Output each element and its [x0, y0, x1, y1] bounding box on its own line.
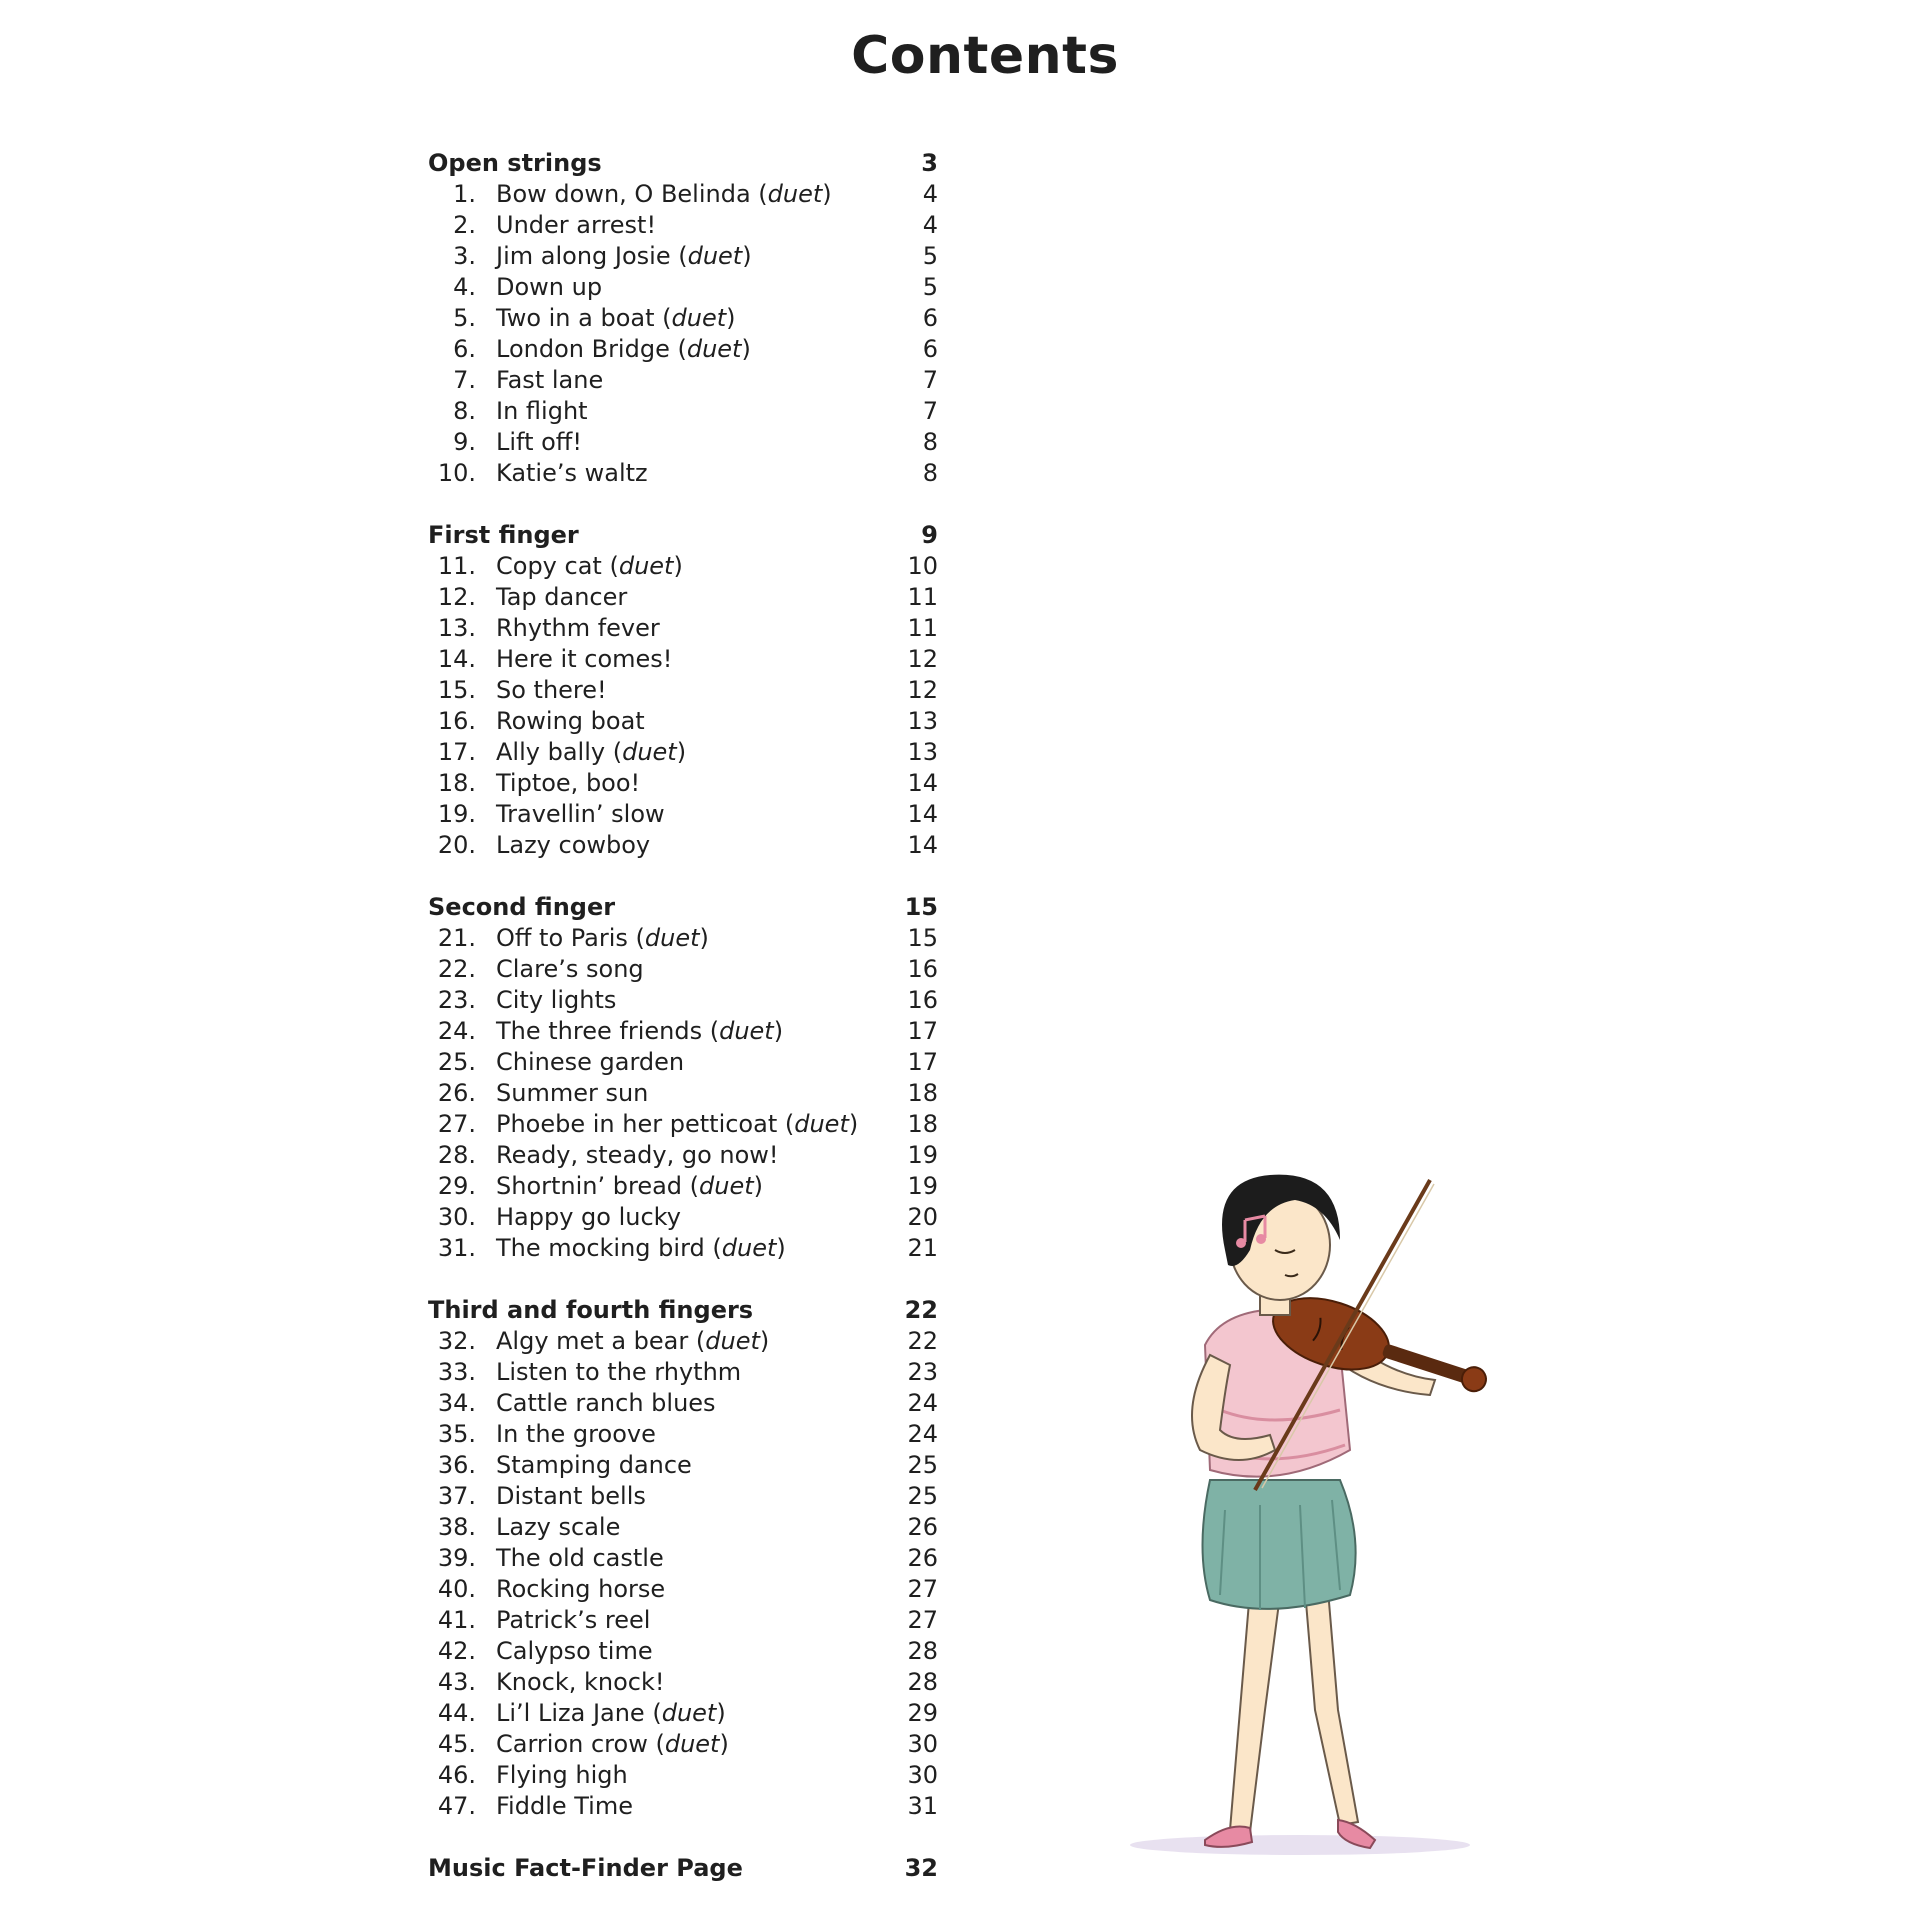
- entry-page: 16: [907, 986, 938, 1014]
- toc-entry: [428, 241, 938, 272]
- section-gap: [428, 861, 938, 892]
- entry-page: 28: [907, 1668, 938, 1696]
- toc-entry: [428, 1450, 938, 1481]
- entry-number: 14.: [437, 645, 476, 673]
- entry-title: Lazy cowboy: [496, 831, 651, 859]
- entry-title-wrap: London Bridge (duet): [496, 335, 751, 363]
- entry-title: Distant bells: [496, 1482, 646, 1510]
- entry-title-wrap: [476, 954, 878, 985]
- toc-entry: [428, 1016, 938, 1047]
- entry-page: 26: [907, 1513, 938, 1541]
- section-gap: [428, 489, 938, 520]
- entry-page: 21: [907, 1234, 938, 1262]
- entry-number: 32.: [437, 1327, 476, 1355]
- toc-entry: [428, 1605, 938, 1636]
- entry-number: 17.: [437, 738, 476, 766]
- entry-page: 4: [922, 180, 938, 208]
- entry-number: 3.: [453, 242, 476, 270]
- toc-entry: [428, 737, 938, 768]
- entry-number: 34.: [437, 1389, 476, 1417]
- entry-title-wrap: [476, 458, 878, 489]
- toc-entry: [428, 923, 938, 954]
- entry-title: Tiptoe, boo!: [496, 769, 641, 797]
- entry-page: 5: [922, 242, 938, 270]
- entry-page: 12: [907, 676, 938, 704]
- entry-number: 10.: [437, 459, 476, 487]
- entry-page: 25: [907, 1482, 938, 1510]
- toc-entry: [428, 985, 938, 1016]
- entry-number: 4.: [453, 273, 476, 301]
- entry-title-wrap: Jim along Josie (duet): [496, 242, 752, 270]
- entry-number: 41.: [437, 1606, 476, 1634]
- entry-title: Knock, knock!: [496, 1668, 665, 1696]
- entry-number: 46.: [437, 1761, 476, 1789]
- toc-entry: [428, 210, 938, 241]
- section-title: Second finger: [428, 893, 616, 921]
- section-page: 32: [904, 1854, 938, 1882]
- entry-number: 2.: [453, 211, 476, 239]
- entry-note: duet: [671, 304, 727, 332]
- entry-page: 27: [907, 1575, 938, 1603]
- entry-page: 13: [907, 738, 938, 766]
- entry-page: 19: [907, 1141, 938, 1169]
- entry-page: 5: [922, 273, 938, 301]
- entry-page: 27: [907, 1606, 938, 1634]
- entry-note: duet: [767, 180, 823, 208]
- entry-title: Ready, steady, go now!: [496, 1141, 779, 1169]
- entry-number: 33.: [437, 1358, 476, 1386]
- entry-note: duet: [721, 1234, 777, 1262]
- toc-entry: [428, 1543, 938, 1574]
- entry-title: So there!: [496, 676, 607, 704]
- entry-title-wrap: [476, 830, 878, 861]
- entry-title: Happy go lucky: [496, 1203, 681, 1231]
- toc-entry: [428, 1574, 938, 1605]
- entry-note: duet: [644, 924, 700, 952]
- entry-title: Algy met a bear: [496, 1327, 689, 1355]
- table-of-contents: [428, 148, 938, 1884]
- entry-title: Copy cat: [496, 552, 602, 580]
- entry-title-wrap: [476, 799, 878, 830]
- entry-title-wrap: The mocking bird (duet): [496, 1234, 786, 1262]
- entry-page: 16: [907, 955, 938, 983]
- entry-number: 35.: [437, 1420, 476, 1448]
- toc-entry: [428, 1202, 938, 1233]
- entry-title: Summer sun: [496, 1079, 649, 1107]
- toc-entry: [428, 954, 938, 985]
- entry-title: The mocking bird: [496, 1234, 705, 1262]
- section-heading: [428, 148, 938, 179]
- entry-title-wrap: Copy cat (duet): [496, 552, 683, 580]
- entry-number: 12.: [437, 583, 476, 611]
- entry-page: 11: [907, 614, 938, 642]
- toc-entry: [428, 179, 938, 210]
- entry-title-wrap: [476, 1543, 878, 1574]
- entry-title-wrap: [476, 1450, 878, 1481]
- entry-title-wrap: [476, 1078, 878, 1109]
- toc-entry: [428, 551, 938, 582]
- toc-entry: [428, 1667, 938, 1698]
- entry-page: 11: [907, 583, 938, 611]
- entry-title-wrap: [476, 613, 878, 644]
- toc-entry: [428, 365, 938, 396]
- entry-title-wrap: [476, 582, 878, 613]
- entry-number: 28.: [437, 1141, 476, 1169]
- toc-entry: [428, 334, 938, 365]
- violinist-illustration: [1100, 1150, 1540, 1870]
- entry-title-wrap: [476, 1760, 878, 1791]
- section-heading: [428, 892, 938, 923]
- entry-number: 45.: [437, 1730, 476, 1758]
- entry-title: Rowing boat: [496, 707, 645, 735]
- entry-title-wrap: [476, 1481, 878, 1512]
- section-title: Third and fourth fingers: [428, 1296, 754, 1324]
- entry-page: 29: [907, 1699, 938, 1727]
- entry-number: 42.: [437, 1637, 476, 1665]
- entry-number: 6.: [453, 335, 476, 363]
- entry-number: 29.: [437, 1172, 476, 1200]
- entry-title-wrap: [476, 1202, 878, 1233]
- entry-page: 14: [907, 831, 938, 859]
- entry-page: 18: [907, 1079, 938, 1107]
- section-page: 3: [921, 149, 938, 177]
- page-title: Contents: [851, 26, 1119, 86]
- entry-title-wrap: [476, 706, 878, 737]
- toc-entry: [428, 396, 938, 427]
- section-page: 22: [904, 1296, 938, 1324]
- toc-entry: [428, 1512, 938, 1543]
- entry-page: 17: [907, 1048, 938, 1076]
- entry-note: duet: [686, 335, 742, 363]
- entry-title-wrap: [476, 1419, 878, 1450]
- entry-page: 12: [907, 645, 938, 673]
- entry-number: 40.: [437, 1575, 476, 1603]
- toc-entry: [428, 613, 938, 644]
- entry-title: Fast lane: [496, 366, 604, 394]
- toc-entry: [428, 272, 938, 303]
- entry-number: 23.: [437, 986, 476, 1014]
- entry-page: 28: [907, 1637, 938, 1665]
- entry-title: In flight: [496, 397, 588, 425]
- section-page: 9: [921, 521, 938, 549]
- entry-title: Rocking horse: [496, 1575, 666, 1603]
- entry-title: Li’l Liza Jane: [496, 1699, 645, 1727]
- entry-title-wrap: Carrion crow (duet): [496, 1730, 729, 1758]
- toc-entry: [428, 1109, 938, 1140]
- entry-title: The three friends: [496, 1017, 703, 1045]
- entry-note: duet: [664, 1730, 720, 1758]
- entry-title: Here it comes!: [496, 645, 673, 673]
- entry-title: Cattle ranch blues: [496, 1389, 716, 1417]
- entry-title-wrap: The three friends (duet): [496, 1017, 784, 1045]
- entry-title: Flying high: [496, 1761, 628, 1789]
- entry-note: duet: [661, 1699, 717, 1727]
- entry-title-wrap: Li’l Liza Jane (duet): [496, 1699, 726, 1727]
- toc-entry: [428, 1729, 938, 1760]
- toc-entry: [428, 1481, 938, 1512]
- entry-title-wrap: [476, 1047, 878, 1078]
- entry-title: Lazy scale: [496, 1513, 621, 1541]
- entry-page: 15: [907, 924, 938, 952]
- entry-title: Patrick’s reel: [496, 1606, 651, 1634]
- entry-number: 7.: [453, 366, 476, 394]
- entry-page: 6: [922, 304, 938, 332]
- entry-number: 44.: [437, 1699, 476, 1727]
- entry-title: Under arrest!: [496, 211, 657, 239]
- entry-number: 39.: [437, 1544, 476, 1572]
- entry-page: 13: [907, 707, 938, 735]
- entry-title-wrap: [476, 396, 878, 427]
- entry-page: 22: [907, 1327, 938, 1355]
- entry-page: 25: [907, 1451, 938, 1479]
- entry-title: Katie’s waltz: [496, 459, 648, 487]
- entry-title-wrap: [476, 1140, 878, 1171]
- entry-title-wrap: [476, 675, 878, 706]
- entry-title-wrap: [476, 427, 878, 458]
- entry-page: 10: [907, 552, 938, 580]
- toc-entry: [428, 675, 938, 706]
- entry-note: duet: [719, 1017, 774, 1045]
- entry-title-wrap: [476, 644, 878, 675]
- entry-number: 21.: [437, 924, 476, 952]
- entry-title: Tap dancer: [496, 583, 628, 611]
- entry-title: Ally bally: [496, 738, 606, 766]
- entry-title: Listen to the rhythm: [496, 1358, 742, 1386]
- entry-title: Rhythm fever: [496, 614, 660, 642]
- toc-entry: [428, 1047, 938, 1078]
- section-gap: [428, 1822, 938, 1853]
- entry-title: Clare’s song: [496, 955, 644, 983]
- entry-title-wrap: Bow down, O Belinda (duet): [496, 180, 832, 208]
- entry-number: 5.: [453, 304, 476, 332]
- entry-number: 26.: [437, 1079, 476, 1107]
- toc-entry: [428, 1357, 938, 1388]
- entry-page: 30: [907, 1730, 938, 1758]
- entry-title-wrap: [476, 985, 878, 1016]
- toc-entry: [428, 1698, 938, 1729]
- entry-number: 1.: [453, 180, 476, 208]
- entry-title-wrap: Off to Paris (duet): [496, 924, 709, 952]
- entry-title-wrap: Algy met a bear (duet): [496, 1327, 770, 1355]
- toc-entry: [428, 1419, 938, 1450]
- entry-number: 36.: [437, 1451, 476, 1479]
- section-title: Open strings: [428, 149, 602, 177]
- entry-page: 26: [907, 1544, 938, 1572]
- entry-title: In the groove: [496, 1420, 656, 1448]
- entry-title-wrap: [476, 1667, 878, 1698]
- entry-page: 8: [922, 428, 938, 456]
- entry-title-wrap: [476, 1512, 878, 1543]
- entry-page: 30: [907, 1761, 938, 1789]
- toc-entry: [428, 1636, 938, 1667]
- toc-entry: [428, 830, 938, 861]
- entry-title-wrap: [476, 1605, 878, 1636]
- entry-title-wrap: [476, 1574, 878, 1605]
- section-gap: [428, 1264, 938, 1295]
- entry-number: 27.: [437, 1110, 476, 1138]
- entry-page: 20: [907, 1203, 938, 1231]
- toc-entry: [428, 799, 938, 830]
- entry-number: 19.: [437, 800, 476, 828]
- entry-note: duet: [622, 738, 677, 766]
- entry-title-wrap: [476, 1791, 878, 1822]
- entry-title: Stamping dance: [496, 1451, 692, 1479]
- entry-number: 16.: [437, 707, 476, 735]
- entry-title: Chinese garden: [496, 1048, 685, 1076]
- entry-note: duet: [618, 552, 674, 580]
- entry-note: duet: [687, 242, 743, 270]
- section-title: First finger: [428, 521, 579, 549]
- entry-page: 18: [907, 1110, 938, 1138]
- toc-entry: [428, 706, 938, 737]
- entry-page: 6: [922, 335, 938, 363]
- entry-number: 47.: [437, 1792, 476, 1820]
- entry-title-wrap: [476, 272, 878, 303]
- entry-title-wrap: [476, 1388, 878, 1419]
- entry-page: 7: [922, 366, 938, 394]
- section-page: 15: [904, 893, 938, 921]
- entry-note: duet: [705, 1327, 760, 1355]
- entry-number: 8.: [453, 397, 476, 425]
- toc-entry: [428, 1233, 938, 1264]
- entry-number: 38.: [437, 1513, 476, 1541]
- entry-title: The old castle: [496, 1544, 664, 1572]
- entry-title: Calypso time: [496, 1637, 653, 1665]
- toc-entry: [428, 1140, 938, 1171]
- toc-entry: [428, 303, 938, 334]
- entry-title: Off to Paris: [496, 924, 628, 952]
- entry-number: 43.: [437, 1668, 476, 1696]
- entry-title: Travellin’ slow: [496, 800, 665, 828]
- entry-page: 31: [907, 1792, 938, 1820]
- entry-title-wrap: [476, 1636, 878, 1667]
- toc-entry: [428, 644, 938, 675]
- entry-note: duet: [794, 1110, 849, 1138]
- entry-page: 14: [907, 800, 938, 828]
- entry-number: 31.: [437, 1234, 476, 1262]
- entry-number: 25.: [437, 1048, 476, 1076]
- section-heading: [428, 1295, 938, 1326]
- entry-title: Jim along Josie: [496, 242, 671, 270]
- entry-title-wrap: Two in a boat (duet): [496, 304, 736, 332]
- entry-page: 17: [907, 1017, 938, 1045]
- entry-title: Phoebe in her petticoat: [496, 1110, 778, 1138]
- entry-number: 18.: [437, 769, 476, 797]
- entry-number: 24.: [437, 1017, 476, 1045]
- toc-entry: [428, 768, 938, 799]
- section-heading: [428, 1853, 938, 1884]
- toc-entry: [428, 427, 938, 458]
- entry-title-wrap: Phoebe in her petticoat (duet): [496, 1110, 859, 1138]
- entry-number: 37.: [437, 1482, 476, 1510]
- toc-entry: [428, 1791, 938, 1822]
- section-title: Music Fact-Finder Page: [428, 1854, 743, 1882]
- entry-page: 14: [907, 769, 938, 797]
- toc-entry: [428, 1078, 938, 1109]
- entry-page: 8: [922, 459, 938, 487]
- section-heading: [428, 520, 938, 551]
- entry-title: Down up: [496, 273, 603, 301]
- entry-number: 22.: [437, 955, 476, 983]
- toc-entry: [428, 1760, 938, 1791]
- entry-number: 9.: [453, 428, 476, 456]
- entry-title-wrap: [476, 210, 878, 241]
- toc-entry: [428, 582, 938, 613]
- entry-title-wrap: [476, 365, 878, 396]
- entry-title-wrap: Shortnin’ bread (duet): [496, 1172, 764, 1200]
- entry-note: duet: [699, 1172, 754, 1200]
- entry-title: Bow down, O Belinda: [496, 180, 751, 208]
- entry-number: 15.: [437, 676, 476, 704]
- entry-page: 19: [907, 1172, 938, 1200]
- toc-entry: [428, 458, 938, 489]
- toc-entry: [428, 1388, 938, 1419]
- entry-page: 4: [922, 211, 938, 239]
- entry-page: 7: [922, 397, 938, 425]
- entry-title: City lights: [496, 986, 617, 1014]
- entry-page: 23: [907, 1358, 938, 1386]
- entry-title: Shortnin’ bread: [496, 1172, 683, 1200]
- entry-title: Fiddle Time: [496, 1792, 633, 1820]
- entry-title: Lift off!: [496, 428, 582, 456]
- entry-number: 20.: [437, 831, 476, 859]
- entry-page: 24: [907, 1420, 938, 1448]
- entry-number: 11.: [437, 552, 476, 580]
- entry-page: 24: [907, 1389, 938, 1417]
- entry-title: Carrion crow: [496, 1730, 648, 1758]
- entry-title: Two in a boat: [496, 304, 655, 332]
- entry-title: London Bridge: [496, 335, 670, 363]
- entry-number: 13.: [437, 614, 476, 642]
- entry-title-wrap: [476, 768, 878, 799]
- entry-title-wrap: [476, 1357, 878, 1388]
- entry-number: 30.: [437, 1203, 476, 1231]
- toc-entry: [428, 1326, 938, 1357]
- entry-title-wrap: Ally bally (duet): [496, 738, 687, 766]
- toc-entry: [428, 1171, 938, 1202]
